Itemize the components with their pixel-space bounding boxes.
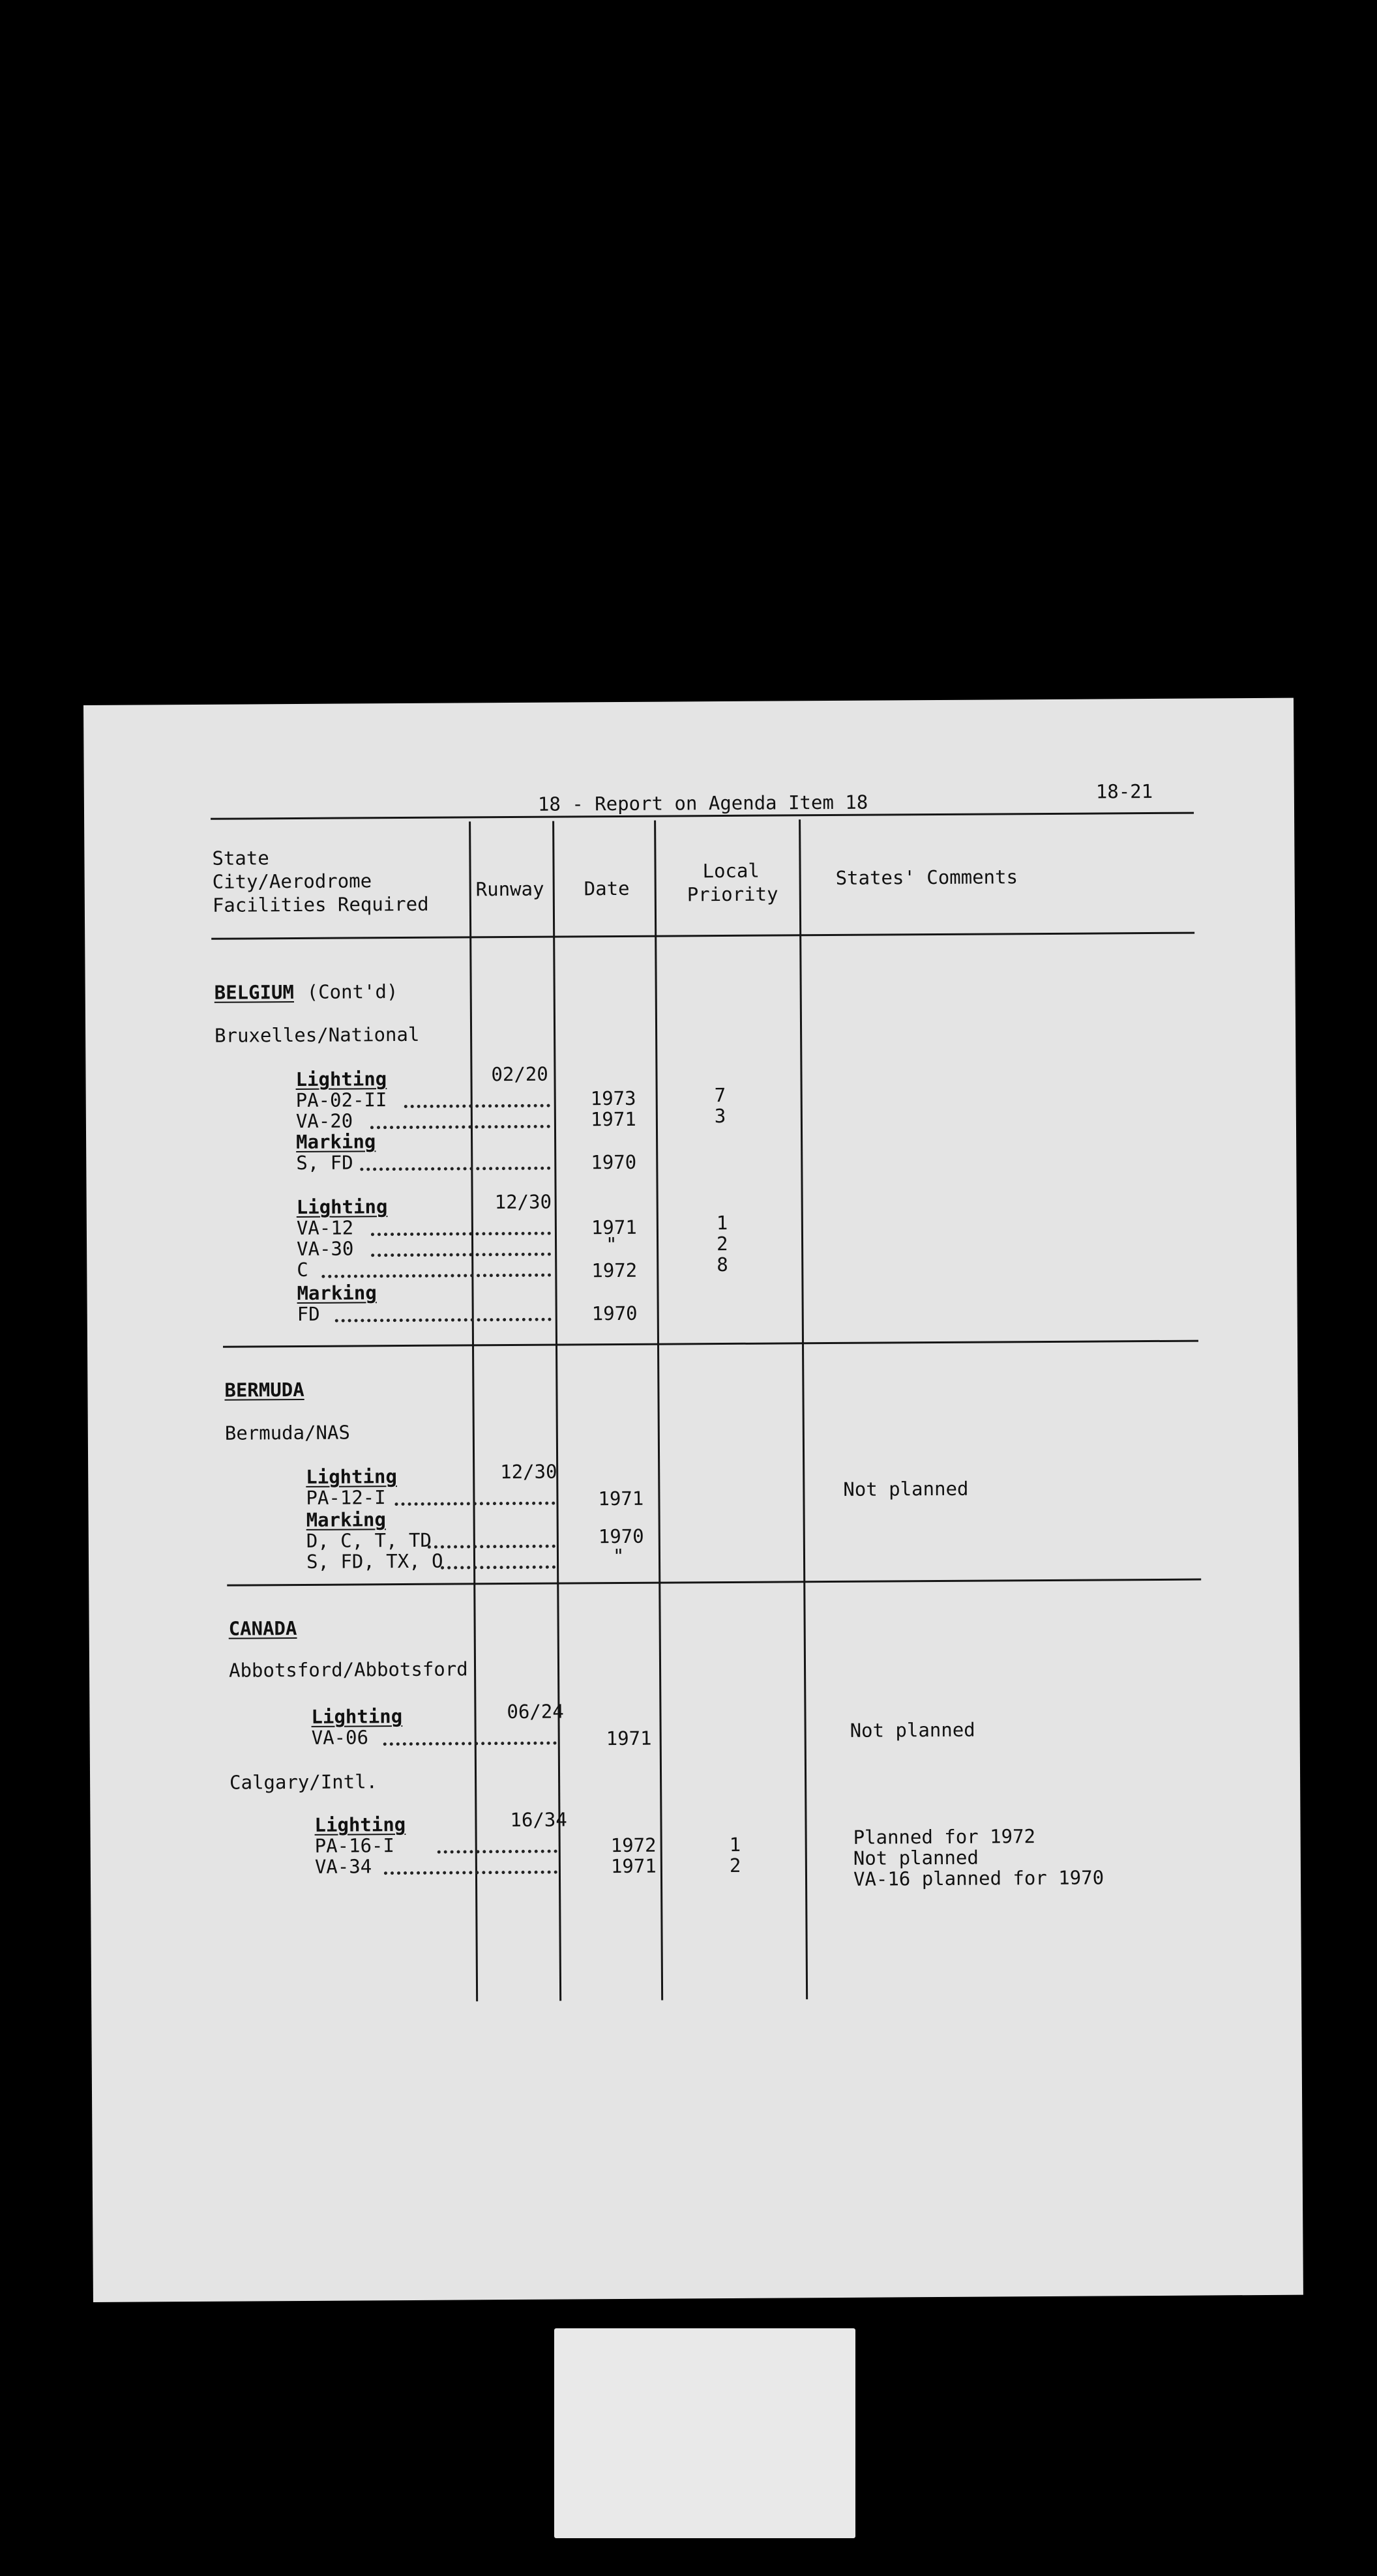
leader-dots [321,1274,551,1278]
calgary-r2-comment: Not planned [853,1846,979,1869]
city-calgary: Calgary/Intl. [229,1770,378,1794]
state-bermuda: BERMUDA [224,1378,304,1401]
col-facilities: Facilities Required [212,892,429,916]
belgium-g2-r1-priority: 1 [716,1211,728,1235]
bermuda-r2-facility: D, C, T, TD [306,1529,432,1552]
belgium-g1-r2-date: 1971 [590,1107,636,1131]
belgium-g2-r2-facility: VA-30 [296,1237,354,1261]
belgium-g2-r3-priority: 8 [717,1253,728,1276]
leader-dots [441,1566,555,1570]
calgary-r1-priority: 1 [729,1833,741,1856]
calgary-r2-facility: VA-34 [314,1855,372,1878]
comments-column-rule [799,819,808,1999]
city-abbotsford: Abbotsford/Abbotsford [228,1658,468,1682]
calgary-r2-priority: 2 [729,1854,741,1877]
leader-dots [335,1318,552,1323]
abbotsford-r1-comment: Not planned [850,1718,975,1742]
leader-dots [384,1871,557,1875]
belgium-g1-lighting: Lighting [295,1068,387,1091]
belgium-g2-lighting: Lighting [296,1195,388,1219]
belgium-g2-r1-facility: VA-12 [296,1216,354,1240]
section-rule [223,1340,1198,1348]
runway-column-rule [469,821,478,2001]
leader-dots [383,1742,557,1746]
calgary-r1-date: 1972 [610,1834,657,1857]
belgium-g2-r2-priority: 2 [716,1232,728,1255]
bermuda-marking: Marking [306,1508,386,1531]
page-number: 18-21 [1095,780,1153,803]
abbotsford-r1-facility: VA-06 [311,1726,369,1749]
belgium-g2-marking: Marking [297,1281,377,1305]
bermuda-r2-date: 1970 [598,1525,644,1548]
abbotsford-r1-date: 1971 [606,1727,652,1750]
belgium-g1-marking: Marking [295,1130,376,1154]
abbotsford-lighting: Lighting [311,1705,403,1728]
belgium-g1-runway: 02/20 [491,1062,548,1086]
bermuda-r1-date: 1971 [598,1487,644,1510]
bermuda-r1-facility: PA-12-I [306,1486,386,1509]
belgium-g2-r3-date: 1972 [591,1259,638,1282]
leader-dots [437,1850,557,1854]
state-canada: CANADA [228,1617,297,1640]
leader-dots [404,1104,550,1108]
belgium-g1-r1-priority: 7 [714,1083,726,1107]
blank-card [554,2328,855,2538]
col-priority-line2: Priority [687,883,778,906]
col-priority-line1: Local [702,859,760,883]
leader-dots [360,1167,550,1171]
belgium-g1-r1-facility: PA-02-II [295,1089,387,1112]
col-date: Date [584,877,630,900]
belgium-g1-r3-date: 1970 [591,1150,637,1174]
calgary-r1-comment: Planned for 1972 [853,1825,1036,1849]
section-rule [227,1579,1201,1587]
bermuda-lighting: Lighting [306,1465,398,1488]
leader-dots [371,1253,551,1257]
bermuda-r3-facility: S, FD, TX, O [306,1549,443,1573]
calgary-lighting: Lighting [314,1813,406,1836]
belgium-g2-r4-facility: FD [297,1302,320,1326]
leader-dots [370,1125,550,1130]
calgary-comment-3: VA-16 planned for 1970 [853,1866,1104,1890]
priority-column-rule [654,821,663,2000]
belgium-g2-r3-facility: C [297,1258,308,1281]
col-state: State [212,847,269,870]
leader-dots [371,1232,551,1237]
page-title: 18 - Report on Agenda Item 18 [537,791,868,815]
abbotsford-runway: 06/24 [507,1700,564,1723]
bermuda-r1-comment: Not planned [843,1477,969,1500]
belgium-contd: (Cont'd) [306,980,398,1003]
leader-dots [394,1502,555,1506]
calgary-r1-facility: PA-16-I [314,1834,395,1857]
city-bruxelles: Bruxelles/National [214,1023,420,1047]
column-header-rule [211,932,1194,940]
belgium-g2-r4-date: 1970 [591,1302,638,1325]
belgium-g1-r2-facility: VA-20 [295,1109,353,1133]
document-page [83,698,1303,2302]
state-belgium: BELGIUM [214,981,295,1004]
belgium-g1-r2-priority: 3 [714,1104,726,1128]
calgary-r2-date: 1971 [610,1854,657,1878]
col-comments: States' Comments [835,866,1018,889]
calgary-runway: 16/34 [510,1808,567,1832]
col-runway: Runway [475,877,544,901]
belgium-g2-runway: 12/30 [494,1190,552,1214]
bermuda-runway: 12/30 [500,1460,557,1484]
belgium-g1-r3-facility: S, FD [296,1151,353,1175]
bermuda-r3-date: " [612,1544,625,1568]
col-city: City/Aerodrome [212,870,372,893]
city-bermuda: Bermuda/NAS [224,1421,350,1444]
belgium-g2-r2-date: " [605,1233,617,1256]
leader-dots [428,1545,555,1549]
belgium-g2-r1-date: 1971 [591,1216,637,1239]
belgium-g1-r1-date: 1973 [590,1087,636,1110]
